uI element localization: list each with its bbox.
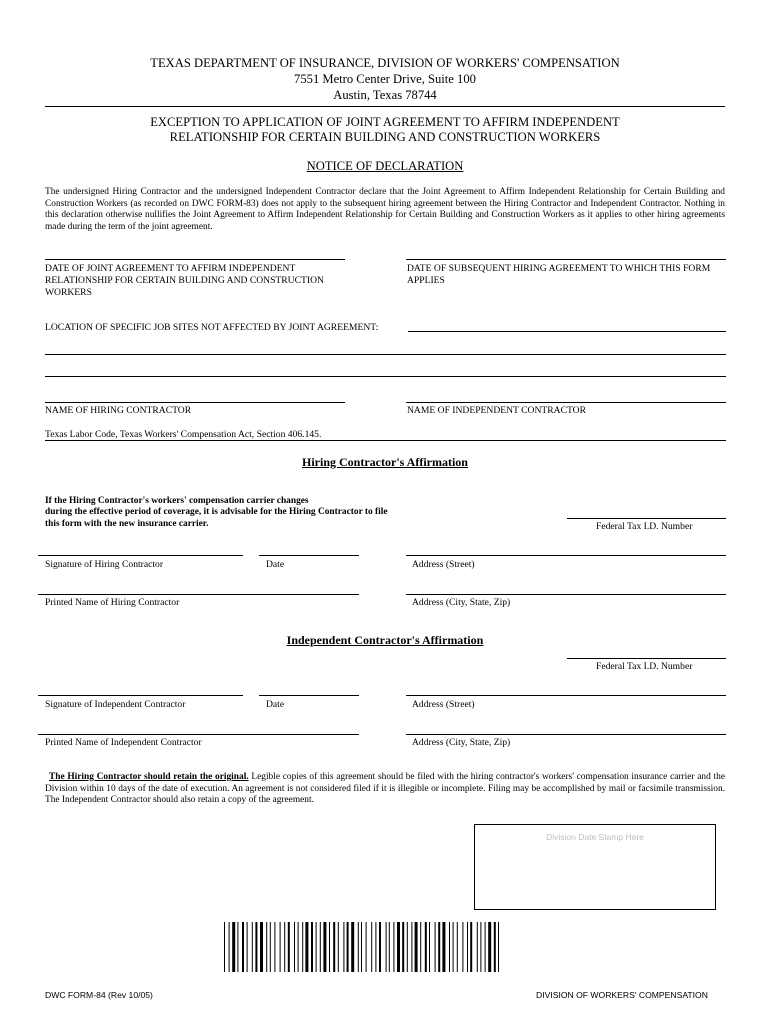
agency-street: 7551 Metro Center Drive, Suite 100 [294, 72, 476, 86]
header-divider [45, 106, 725, 107]
independent-city-label: Address (City, State, Zip) [412, 737, 511, 748]
footer-division: DIVISION OF WORKERS' COMPENSATION [536, 990, 708, 1000]
hiring-printed-name-line[interactable] [38, 594, 359, 595]
hiring-tax-id-line[interactable] [567, 518, 726, 519]
agency-city: Austin, Texas 78744 [333, 88, 437, 102]
hiring-date-label: Date [266, 559, 285, 570]
hiring-printed-name-label: Printed Name of Hiring Contractor [45, 597, 180, 608]
form-title-line2: RELATIONSHIP FOR CERTAIN BUILDING AND CONSTRUCTION WORKERS [169, 130, 601, 144]
hiring-name-label: NAME OF HIRING CONTRACTOR [45, 405, 192, 416]
independent-signature-line[interactable] [38, 695, 243, 696]
notice-heading: NOTICE OF DECLARATION [306, 159, 464, 173]
independent-printed-name-line[interactable] [38, 734, 359, 735]
intro-paragraph: The undersigned Hiring Contractor and the undersigned Independent Contractor declare that the Joint Agreement to Affirm Independent Relationship for Certain Building and Construction Workers (as recorded on DWC FORM-83) does not apply to the subsequent hiring agreement between the Hiring Contractor and Independent Contractor. Nothing in this declaration otherwise nullifies the Joint Agreement to Affirm Independent Relationship for Certain Building and Construction Workers as it applies to other hiring agreements made during the term of the joint agreement. [45, 187, 725, 232]
location-line-1[interactable] [408, 331, 726, 332]
statute-reference: Texas Labor Code, Texas Workers' Compensation Act, Section 406.145. [45, 429, 322, 440]
hiring-date-line[interactable] [259, 555, 359, 556]
independent-date-line[interactable] [259, 695, 359, 696]
hiring-signature-label: Signature of Hiring Contractor [45, 559, 164, 570]
filing-instructions [45, 772, 725, 807]
statute-line [45, 440, 726, 441]
carrier-note-line3: this form with the new insurance carrier. [45, 519, 209, 529]
subsequent-date-line[interactable] [406, 259, 726, 260]
independent-name-label: NAME OF INDEPENDENT CONTRACTOR [407, 405, 587, 416]
subsequent-date-label: DATE OF SUBSEQUENT HIRING AGREEMENT TO WHICH THIS FORM APPLIES [407, 263, 711, 286]
independent-affirmation-heading: Independent Contractor's Affirmation [286, 633, 484, 647]
independent-city-line[interactable] [406, 734, 726, 735]
independent-date-label: Date [266, 699, 285, 710]
barcode [222, 922, 504, 972]
independent-tax-id-line[interactable] [567, 658, 726, 659]
form-title-line1: EXCEPTION TO APPLICATION OF JOINT AGREEMENT TO AFFIRM INDEPENDENT [150, 115, 620, 129]
filing-instructions-text: Legible copies of this agreement should be filed with the hiring contractor's workers' compensation insurance carrier and the Division within 10 days of the date of execution. An agreement is not considered filed if it is illegible or incomplete. Filing may be accomplished by mail or facsimile transmission. The Independent Contractor should also retain a copy of the agreement. [45, 772, 725, 806]
location-label: LOCATION OF SPECIFIC JOB SITES NOT AFFECTED BY JOINT AGREEMENT: [45, 322, 379, 333]
independent-street-line[interactable] [406, 695, 726, 696]
independent-name-line[interactable] [406, 402, 726, 403]
date-stamp-label: Division Date Stamp Here [546, 832, 644, 842]
location-line-3[interactable] [45, 376, 726, 377]
location-line-2[interactable] [45, 354, 726, 355]
hiring-signature-line[interactable] [38, 555, 243, 556]
hiring-city-line[interactable] [406, 594, 726, 595]
retain-original-note: The Hiring Contractor should retain the original. [49, 772, 249, 782]
independent-tax-id-label: Federal Tax I.D. Number [596, 661, 693, 672]
independent-street-label: Address (Street) [412, 699, 475, 710]
hiring-name-line[interactable] [45, 402, 345, 403]
hiring-affirmation-heading: Hiring Contractor's Affirmation [302, 455, 468, 469]
carrier-note-line2: during the effective period of coverage, it is advisable for the Hiring Contractor to file [45, 507, 388, 517]
independent-signature-label: Signature of Independent Contractor [45, 699, 186, 710]
hiring-street-label: Address (Street) [412, 559, 475, 570]
joint-date-line[interactable] [45, 259, 345, 260]
hiring-street-line[interactable] [406, 555, 726, 556]
form-number: DWC FORM-84 (Rev 10/05) [45, 990, 153, 1000]
agency-name: TEXAS DEPARTMENT OF INSURANCE, DIVISION OF WORKERS' COMPENSATION [150, 56, 620, 70]
joint-date-label: DATE OF JOINT AGREEMENT TO AFFIRM INDEPENDENT RELATIONSHIP FOR CERTAIN BUILDING AND CONSTRUCTION WORKERS [45, 263, 324, 298]
hiring-tax-id-label: Federal Tax I.D. Number [596, 521, 693, 532]
independent-printed-name-label: Printed Name of Independent Contractor [45, 737, 202, 748]
carrier-note-line1: If the Hiring Contractor's workers' compensation carrier changes [45, 496, 309, 506]
hiring-city-label: Address (City, State, Zip) [412, 597, 511, 608]
date-stamp-box [474, 824, 716, 910]
